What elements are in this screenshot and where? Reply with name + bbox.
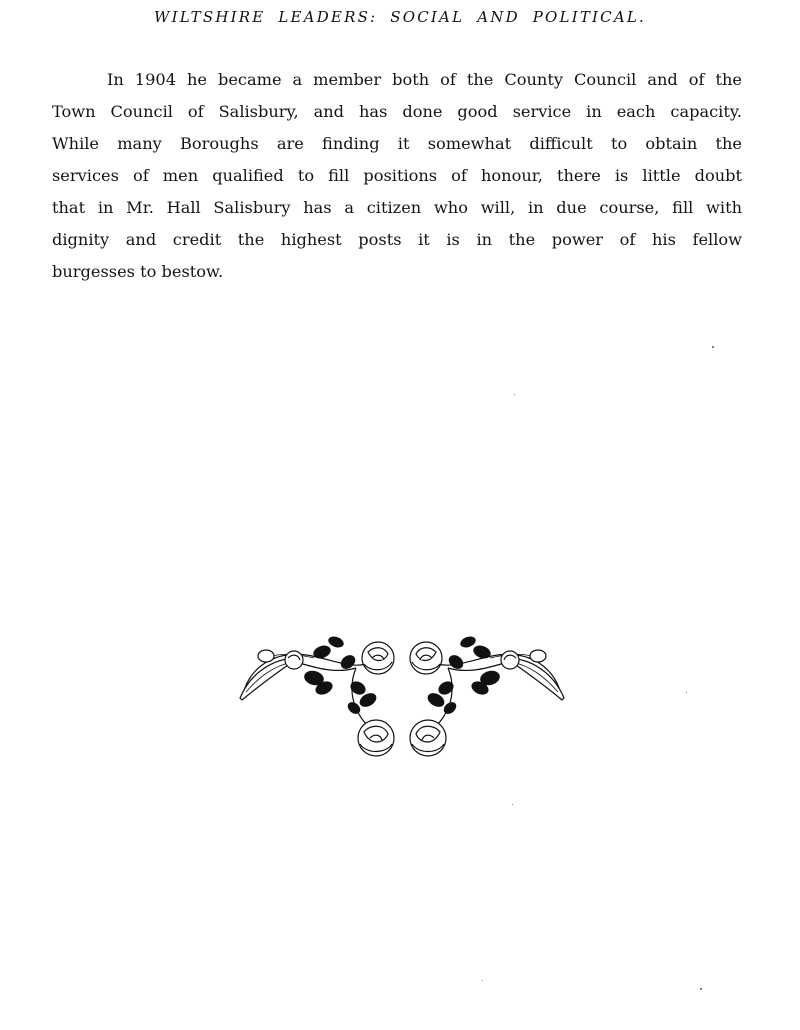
scan-speck	[700, 988, 702, 990]
paragraph-line: services of men qualified to fill positions of honour, there is little doubt	[52, 166, 742, 185]
scan-speck	[482, 980, 483, 981]
scan-speck	[712, 346, 714, 348]
paragraph-line: dignity and credit the highest posts it is in the power of his fellow	[52, 230, 742, 249]
scan-speck	[686, 692, 687, 693]
running-head: WILTSHIRE LEADERS: SOCIAL AND POLITICAL.	[153, 8, 647, 26]
paragraph-line: While many Boroughs are finding it somewhat difficult to obtain the	[52, 134, 742, 153]
paragraph-line: In 1904 he became a member both of the County Council and of the	[107, 70, 742, 89]
paragraph-line: that in Mr. Hall Salisbury has a citizen who will, in due course, fill with	[52, 198, 742, 217]
scan-speck	[512, 804, 513, 805]
floral-rose-vignette-icon	[236, 628, 568, 764]
paragraph-line: Town Council of Salisbury, and has done good service in each capacity.	[52, 102, 742, 121]
scan-speck	[514, 394, 515, 395]
paragraph-line: burgesses to bestow.	[52, 262, 224, 281]
body-paragraph	[52, 64, 742, 288]
